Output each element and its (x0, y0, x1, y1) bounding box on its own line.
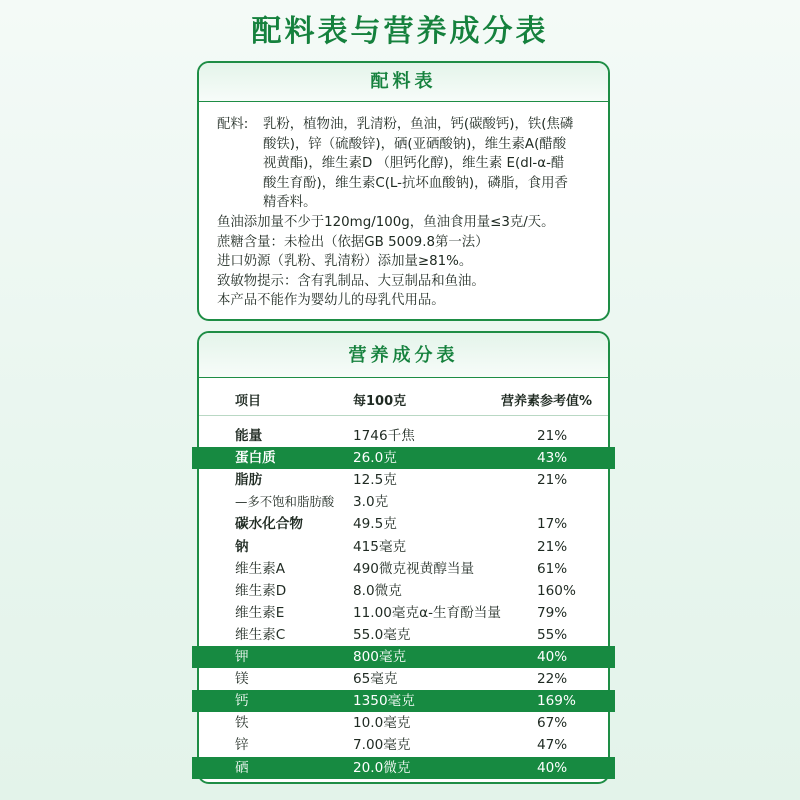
table-row (192, 757, 615, 779)
row-item: 锌 (235, 737, 249, 754)
row-nrv: 22% (537, 671, 568, 688)
ingredients-note-sucrose: 蔗糖含量：未检出（依据GB 5009.8第一法） (217, 234, 489, 250)
row-item: 铁 (235, 715, 249, 732)
table-row (199, 602, 608, 624)
row-nrv: 169% (537, 693, 576, 710)
ingredients-heading: 配料表 (199, 63, 608, 102)
row-nrv: 79% (537, 604, 568, 621)
row-per100: 490微克视黄醇当量 (353, 560, 475, 577)
nutrition-card (197, 331, 610, 784)
row-nrv: 21% (537, 472, 568, 489)
column-header-per100: 每100克 (353, 394, 407, 409)
table-row (192, 646, 615, 668)
row-per100: 65毫克 (353, 671, 398, 688)
row-item: 能量 (235, 428, 263, 444)
table-row (192, 447, 615, 469)
page-title: 配料表与营养成分表 (251, 14, 549, 49)
row-per100: 8.0微克 (353, 582, 402, 599)
row-nrv: 43% (537, 450, 568, 467)
table-row (199, 536, 608, 558)
row-item: 脂肪 (235, 472, 263, 489)
row-per100: 55.0毫克 (353, 626, 411, 643)
ingredients-body (217, 115, 595, 311)
row-item: 硒 (235, 759, 249, 776)
table-row (199, 558, 608, 580)
row-per100: 800毫克 (353, 649, 407, 665)
row-per100: 7.00毫克 (353, 737, 411, 754)
row-nrv: 67% (537, 715, 568, 732)
row-nrv: 40% (537, 649, 568, 665)
row-nrv: 47% (537, 737, 568, 754)
header-divider (199, 415, 608, 416)
ingredients-note-warning: 本产品不能作为婴幼儿的母乳代用品。 (217, 293, 445, 309)
table-row (199, 469, 608, 491)
row-per100: 26.0克 (353, 450, 397, 467)
row-item: 钙 (235, 693, 249, 710)
row-per100: 11.00毫克α-生育酚当量 (353, 604, 501, 621)
row-item: 维生素A (235, 560, 286, 577)
ingredients-line: 乳粉，植物油，乳清粉，鱼油，钙(碳酸钙)，铁(焦磷 (263, 117, 574, 132)
row-item: 碳水化合物 (235, 516, 303, 533)
row-per100: 10.0毫克 (353, 715, 411, 732)
ingredients-note-milk-source: 进口奶源（乳粉、乳清粉）添加量≥81%。 (217, 254, 473, 270)
row-item: 维生素E (235, 604, 285, 621)
row-nrv: 61% (537, 560, 568, 577)
ingredients-note-fish-oil: 鱼油添加量不少于120mg/100g，鱼油食用量≤3克/天。 (217, 214, 555, 230)
ingredients-line: 酸生育酚)，维生素C(L-抗坏血酸钠)，磷脂，食用香 (263, 175, 568, 191)
row-nrv: 40% (537, 759, 568, 776)
ingredients-card (197, 61, 610, 321)
table-row (199, 668, 608, 690)
ingredients-label: 配料: (217, 117, 249, 132)
column-header-nrv: 营养素参考值% (501, 394, 593, 409)
row-nrv: 55% (537, 626, 568, 643)
table-row (199, 491, 608, 513)
table-row (199, 513, 608, 535)
row-item: 钠 (235, 538, 249, 555)
row-item: 镁 (235, 671, 249, 688)
row-item: 维生素D (235, 582, 287, 599)
row-per100: 1746千焦 (353, 428, 415, 444)
ingredients-line: 视黄酯)，维生素D （胆钙化醇)，维生素 E(dl-α-醋 (263, 156, 565, 172)
nutrition-table-header (199, 384, 608, 414)
row-item: 蛋白质 (235, 450, 276, 467)
row-item: —多不饱和脂肪酸 (235, 494, 335, 510)
table-row (199, 712, 608, 734)
row-per100: 12.5克 (353, 472, 397, 489)
table-row (199, 734, 608, 756)
row-nrv: 160% (537, 582, 576, 599)
table-row (199, 580, 608, 602)
row-per100: 20.0微克 (353, 759, 411, 776)
ingredients-line: 精香料。 (263, 195, 317, 211)
row-nrv: 21% (537, 428, 568, 444)
table-row (199, 425, 608, 447)
row-nrv: 21% (537, 538, 568, 555)
ingredients-line: 酸铁)，锌（硫酸锌)，硒(亚硒酸钠)，维生素A(醋酸 (263, 136, 567, 152)
row-per100: 49.5克 (353, 516, 397, 533)
nutrition-heading: 营养成分表 (199, 333, 608, 378)
row-per100: 415毫克 (353, 538, 407, 555)
row-nrv: 17% (537, 516, 568, 533)
table-row (192, 690, 615, 712)
column-header-item: 项目 (235, 394, 262, 409)
row-per100: 3.0克 (353, 494, 389, 511)
row-per100: 1350毫克 (353, 693, 415, 710)
table-row (199, 624, 608, 646)
row-item: 维生素C (235, 626, 286, 643)
ingredients-text (263, 115, 595, 213)
row-item: 钾 (235, 649, 249, 665)
ingredients-note-allergen: 致敏物提示：含有乳制品、大豆制品和鱼油。 (217, 273, 485, 289)
